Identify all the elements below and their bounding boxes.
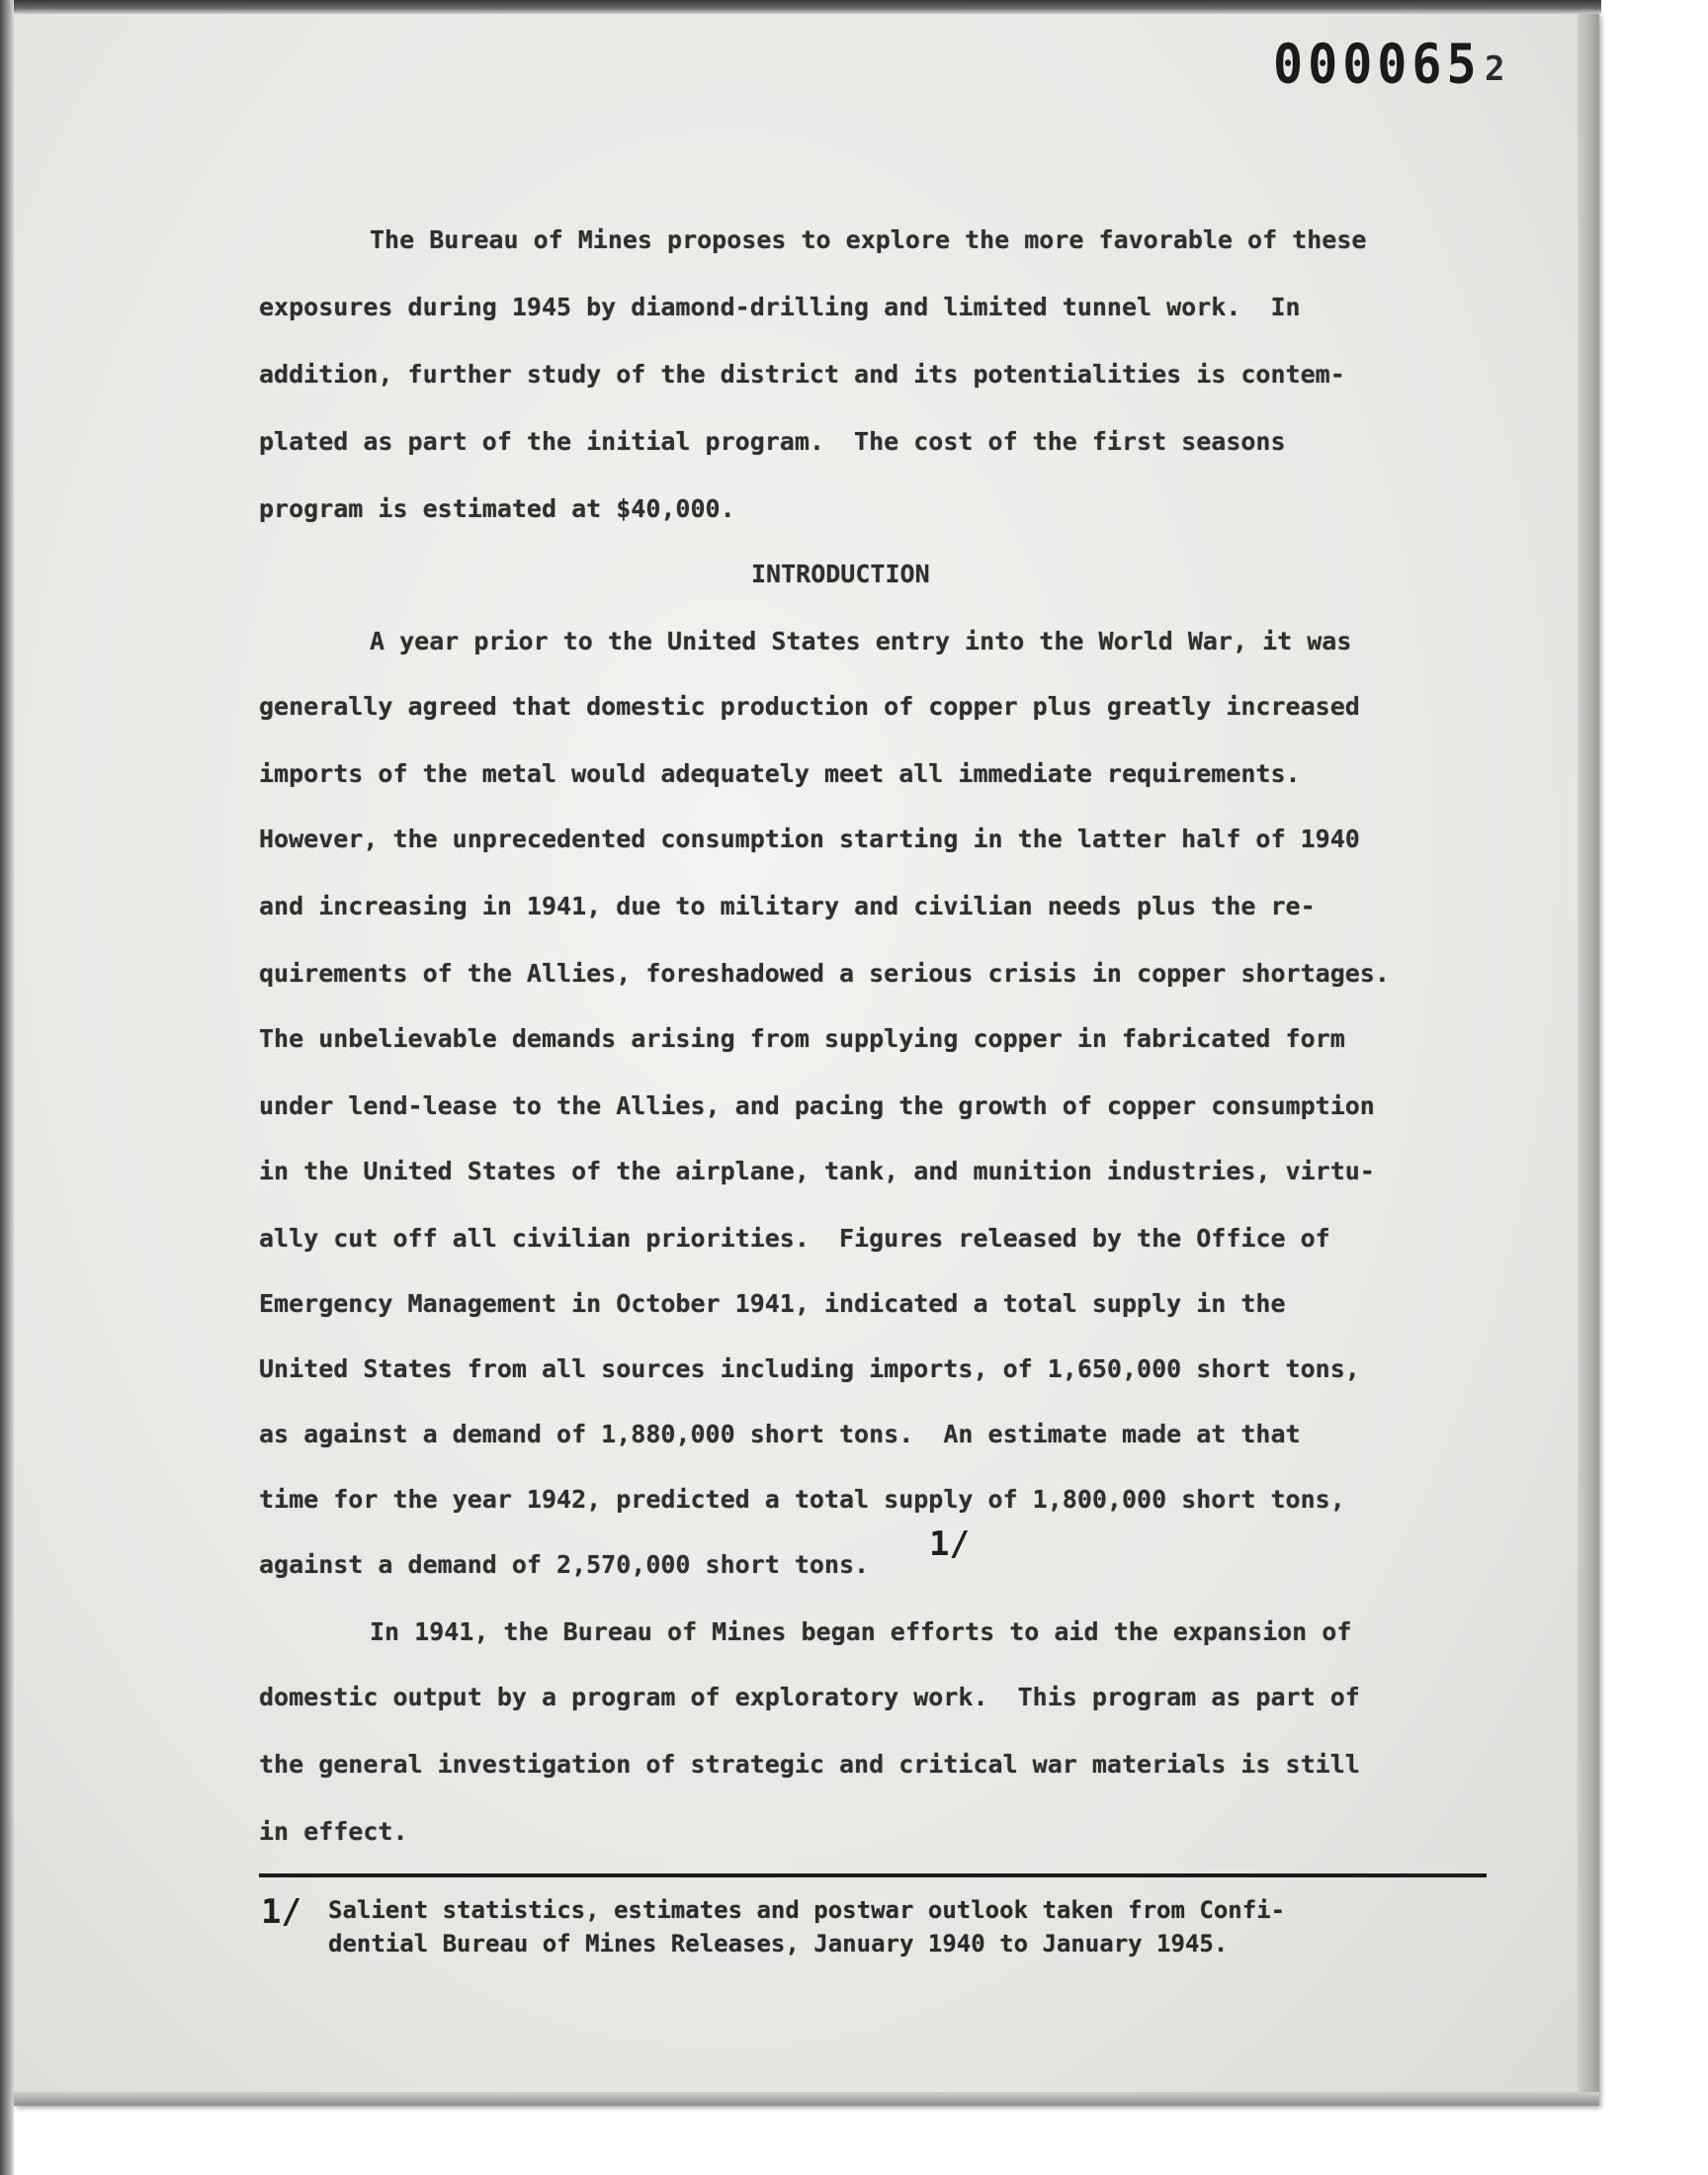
page-number: 2 <box>1485 49 1505 89</box>
paragraph-3-line: domestic output by a program of exploratory work. This program as part of <box>259 1683 1360 1711</box>
scan-border-left <box>0 0 14 2175</box>
paragraph-2-line: against a demand of 2,570,000 short tons. <box>259 1550 870 1579</box>
paragraph-2-line: under lend-lease to the Allies, and pacing the growth of copper consumption <box>259 1091 1375 1120</box>
page-edge-right <box>1578 14 1599 2106</box>
paragraph-2-line: A year prior to the United States entry into the World War, it was <box>370 627 1352 655</box>
document-number-stamp: 000065 <box>1273 33 1482 96</box>
paragraph-2-line: quirements of the Allies, foreshadowed a serious crisis in copper shortages. <box>259 959 1390 988</box>
footnote-divider <box>259 1873 1487 1877</box>
paragraph-2-line: generally agreed that domestic production of copper plus greatly increased <box>259 692 1360 721</box>
paragraph-2-line: ally cut off all civilian priorities. Figures released by the Office of <box>259 1224 1330 1253</box>
footnote-reference: 1/ <box>929 1524 970 1564</box>
paragraph-2-line: Emergency Management in October 1941, indicated a total supply in the <box>259 1289 1286 1318</box>
footnote-line: Salient statistics, estimates and postwar outlook taken from Confi- <box>328 1896 1286 1924</box>
paragraph-2-line: and increasing in 1941, due to military and civilian needs plus the re- <box>259 892 1316 920</box>
paragraph-2-line: imports of the metal would adequately meet all immediate requirements. <box>259 759 1301 788</box>
paragraph-2-line: However, the unprecedented consumption starting in the latter half of 1940 <box>259 825 1360 853</box>
document-page <box>14 14 1599 2106</box>
paragraph-2-line: as against a demand of 1,880,000 short tons. An estimate made at that <box>259 1420 1301 1448</box>
paragraph-3-line: the general investigation of strategic and critical war materials is still <box>259 1750 1360 1779</box>
footnote-marker: 1/ <box>261 1892 301 1932</box>
paragraph-1-line: program is estimated at $40,000. <box>259 494 735 523</box>
paragraph-1-line: The Bureau of Mines proposes to explore the more favorable of these <box>370 225 1367 254</box>
page-edge-bottom <box>14 2092 1599 2106</box>
paragraph-3-line: In 1941, the Bureau of Mines began efforts to aid the expansion of <box>370 1617 1352 1646</box>
paragraph-1-line: addition, further study of the district and its potentialities is contem- <box>259 360 1345 389</box>
scan-border-top <box>0 0 1601 14</box>
paragraph-2-line: in the United States of the airplane, tank, and munition industries, virtu- <box>259 1157 1375 1185</box>
footnote-line: dential Bureau of Mines Releases, January 1940 to January 1945. <box>328 1930 1229 1958</box>
paragraph-1-line: exposures during 1945 by diamond-drilling and limited tunnel work. In <box>259 293 1301 321</box>
paragraph-2-line: time for the year 1942, predicted a total supply of 1,800,000 short tons, <box>259 1485 1345 1514</box>
paragraph-2-line: United States from all sources including imports, of 1,650,000 short tons, <box>259 1354 1360 1383</box>
section-heading: INTRODUCTION <box>751 560 930 588</box>
paragraph-1-line: plated as part of the initial program. The cost of the first seasons <box>259 427 1286 456</box>
paragraph-3-line: in effect. <box>259 1817 408 1846</box>
paragraph-2-line: The unbelievable demands arising from supplying copper in fabricated form <box>259 1024 1345 1053</box>
